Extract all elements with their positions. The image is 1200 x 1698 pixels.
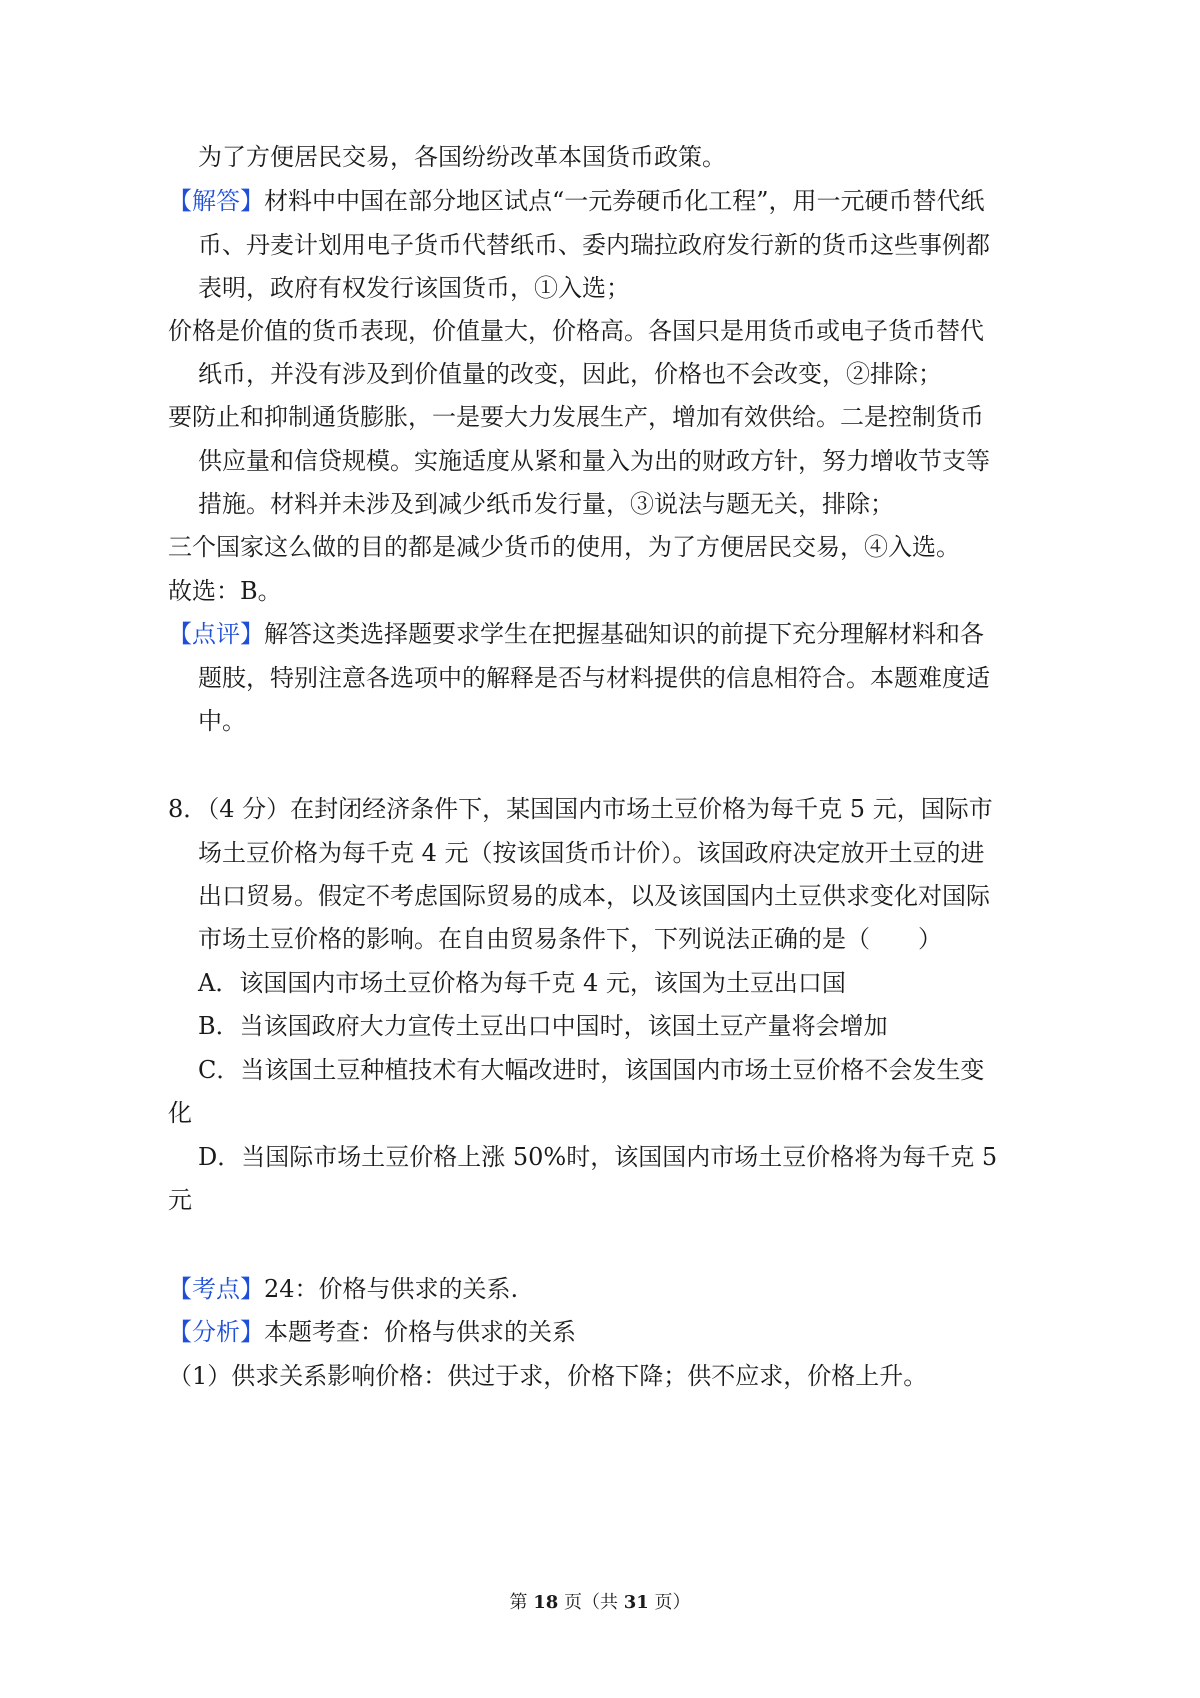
comment-line-1 bbox=[168, 617, 984, 651]
answer-tag: 【解答】 bbox=[168, 187, 264, 215]
question-8-line-4: 市场土豆价格的影响。在自由贸易条件下，下列说法正确的是（ ） bbox=[198, 925, 942, 953]
question-8-line-1: 8．（4 分）在封闭经济条件下，某国国内市场土豆价格为每千克 5 元，国际市 bbox=[168, 795, 993, 823]
question-8-line-3: 出口贸易。假定不考虑国际贸易的成本，以及该国国内土豆供求变化对国际 bbox=[198, 882, 990, 910]
answer-line-6: 要防止和抑制通货膨胀，一是要大力发展生产，增加有效供给。二是控制货币 bbox=[168, 403, 984, 431]
option-c-line-1: C．当该国土豆种植技术有大幅改进时，该国国内市场土豆价格不会发生变 bbox=[198, 1056, 985, 1084]
answer-text-1: 材料中中国在部分地区试点“一元券硬币化工程”，用一元硬币替代纸 bbox=[264, 187, 985, 215]
option-c-line-2: 化 bbox=[168, 1099, 192, 1127]
answer-line-9: 三个国家这么做的目的都是减少货币的使用，为了方便居民交易，④入选。 bbox=[168, 533, 960, 561]
fenxi-line bbox=[168, 1315, 576, 1349]
option-b: B．当该国政府大力宣传土豆出口中国时，该国土豆产量将会增加 bbox=[198, 1012, 888, 1040]
fenxi-line-2: （1）供求关系影响价格：供过于求，价格下降；供不应求，价格上升。 bbox=[168, 1362, 928, 1390]
answer-line-4: 价格是价值的货币表现，价值量大，价格高。各国只是用货币或电子货币替代 bbox=[168, 317, 984, 345]
option-d-line-1: D．当国际市场土豆价格上涨 50%时，该国国内市场土豆价格将为每千克 5 bbox=[198, 1143, 998, 1171]
comment-line-2: 题肢，特别注意各选项中的解释是否与材料提供的信息相符合。本题难度适 bbox=[198, 664, 990, 692]
answer-line-3: 表明，政府有权发行该国货币，①入选； bbox=[198, 274, 630, 302]
kaodian-line bbox=[168, 1272, 518, 1306]
answer-conclusion: 故选：B。 bbox=[168, 577, 282, 605]
footer-total-pages: 31 bbox=[623, 1592, 649, 1613]
comment-text-1: 解答这类选择题要求学生在把握基础知识的前提下充分理解材料和各 bbox=[264, 620, 984, 648]
answer-line-7: 供应量和信贷规模。实施适度从紧和量入为出的财政方针，努力增收节支等 bbox=[198, 447, 990, 475]
question-8-line-2: 场土豆价格为每千克 4 元（按该国货币计价）。该国政府决定放开土豆的进 bbox=[198, 839, 985, 867]
answer-line-5: 纸币，并没有涉及到价值量的改变，因此，价格也不会改变，②排除； bbox=[198, 360, 942, 388]
fenxi-text: 本题考查：价格与供求的关系 bbox=[264, 1318, 576, 1346]
footer-suffix: 页） bbox=[648, 1592, 691, 1613]
comment-tag: 【点评】 bbox=[168, 620, 264, 648]
kaodian-text: 24：价格与供求的关系. bbox=[264, 1275, 519, 1303]
answer-line-2: 币、丹麦计划用电子货币代替纸币、委内瑞拉政府发行新的货币这些事例都 bbox=[198, 231, 990, 259]
answer-line-1 bbox=[168, 184, 985, 218]
footer-middle: 页（共 bbox=[558, 1592, 624, 1613]
comment-line-3: 中。 bbox=[198, 707, 246, 735]
kaodian-tag: 【考点】 bbox=[168, 1275, 264, 1303]
footer-prefix: 第 bbox=[509, 1592, 534, 1613]
option-d-line-2: 元 bbox=[168, 1186, 192, 1214]
page-footer bbox=[0, 1590, 1200, 1616]
option-a: A．该国国内市场土豆价格为每千克 4 元，该国为土豆出口国 bbox=[198, 969, 846, 997]
footer-page-number: 18 bbox=[533, 1592, 559, 1613]
answer-line-8: 措施。材料并未涉及到减少纸币发行量，③说法与题无关，排除； bbox=[198, 490, 894, 518]
fenxi-tag: 【分析】 bbox=[168, 1318, 264, 1346]
previous-analysis-tail: 为了方便居民交易，各国纷纷改革本国货币政策。 bbox=[198, 143, 726, 171]
